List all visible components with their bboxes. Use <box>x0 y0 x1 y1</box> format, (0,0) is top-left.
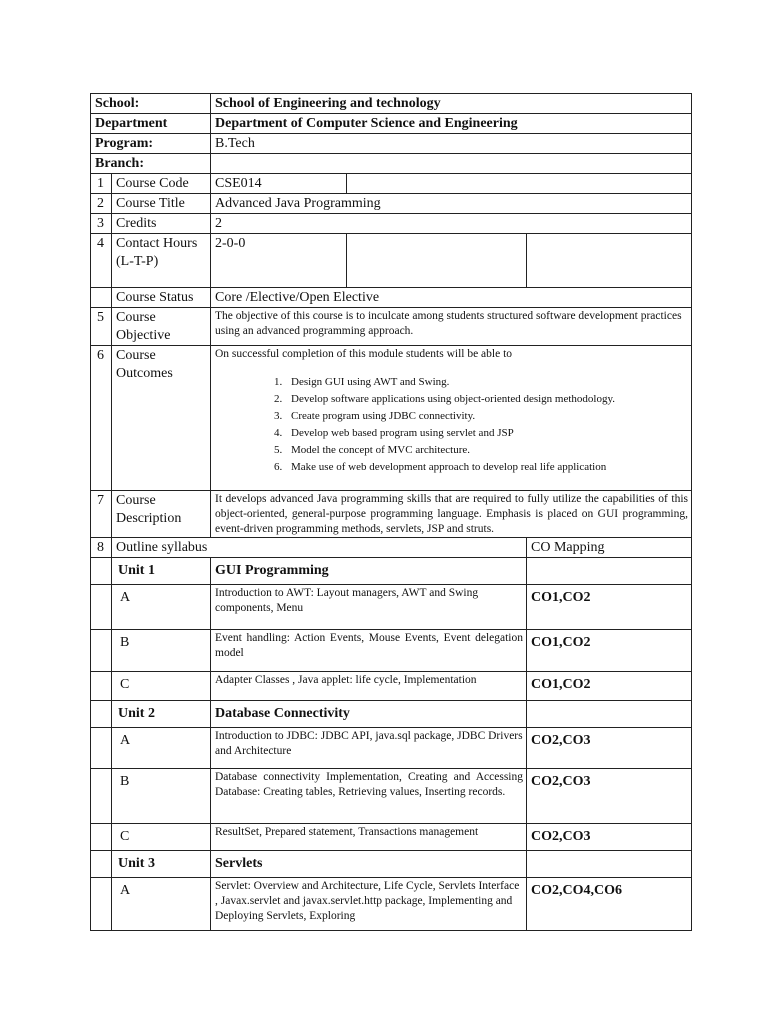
unit-label: Unit 1 <box>112 558 211 585</box>
course-status-label: Course Status <box>112 288 211 308</box>
course-description-label: Course Description <box>112 491 211 538</box>
course-title-row <box>91 194 692 214</box>
course-status-row <box>91 288 692 308</box>
course-status-value: Core /Elective/Open Elective <box>211 288 692 308</box>
outcome-item: 6. Make use of web development approach to develop real life application <box>285 459 688 476</box>
contact-hours-value: 2-0-0 <box>211 234 347 288</box>
spacer-cell <box>91 585 112 630</box>
topic-letter: A <box>112 585 211 630</box>
topic-letter: C <box>112 672 211 701</box>
credits-row <box>91 214 692 234</box>
co-blank <box>527 701 692 728</box>
unit-title: Database Connectivity <box>211 701 527 728</box>
course-code-blank <box>347 174 692 194</box>
topic-text: ResultSet, Prepared statement, Transactions management <box>211 824 527 851</box>
row-number: 4 <box>91 234 112 288</box>
unit-header-row <box>91 851 692 878</box>
department-label: Department <box>91 114 211 134</box>
school-value: School of Engineering and technology <box>211 94 692 114</box>
program-label: Program: <box>91 134 211 154</box>
topic-text: Servlet: Overview and Architecture, Life Cycle, Servlets Interface , Javax.servlet and javax.servlet.http package, Implementing and Deploying Servlets, Exploring <box>211 878 527 931</box>
co-blank <box>527 558 692 585</box>
spacer-cell <box>91 558 112 585</box>
spacer-cell <box>91 728 112 769</box>
department-row <box>91 114 692 134</box>
syllabus-table <box>90 93 692 931</box>
unit-header-row <box>91 701 692 728</box>
course-title-label: Course Title <box>112 194 211 214</box>
branch-value <box>211 154 692 174</box>
unit-label: Unit 3 <box>112 851 211 878</box>
co-blank <box>527 851 692 878</box>
department-value: Department of Computer Science and Engineering <box>211 114 692 134</box>
co-mapping: CO2,CO3 <box>527 769 692 824</box>
credits-value: 2 <box>211 214 692 234</box>
topic-text: Introduction to AWT: Layout managers, AWT and Swing components, Menu <box>211 585 527 630</box>
row-number: 8 <box>91 538 112 558</box>
course-code-label: Course Code <box>112 174 211 194</box>
co-mapping: CO1,CO2 <box>527 672 692 701</box>
outline-row <box>91 538 692 558</box>
topic-letter: A <box>112 878 211 931</box>
course-objective-row <box>91 308 692 346</box>
school-row <box>91 94 692 114</box>
outcome-item: 2. Develop software applications using object-oriented design methodology. <box>285 391 688 408</box>
topic-text: Introduction to JDBC: JDBC API, java.sql package, JDBC Drivers and Architecture <box>211 728 527 769</box>
row-number: 6 <box>91 346 112 491</box>
course-outcomes-list <box>215 374 688 476</box>
unit-title: Servlets <box>211 851 527 878</box>
topic-letter: B <box>112 769 211 824</box>
topic-text: Database connectivity Implementation, Creating and Accessing Database: Creating tables, Retrieving values, Inserting records. <box>211 769 527 824</box>
unit-title: GUI Programming <box>211 558 527 585</box>
spacer-cell <box>91 769 112 824</box>
course-title-value: Advanced Java Programming <box>211 194 692 214</box>
contact-hours-blank <box>527 234 692 288</box>
contact-hours-row <box>91 234 692 288</box>
course-outcomes-intro: On successful completion of this module students will be able to <box>215 348 513 360</box>
topic-text: Adapter Classes , Java applet: life cycle, Implementation <box>211 672 527 701</box>
spacer-cell <box>91 630 112 672</box>
spacer-cell <box>91 878 112 931</box>
row-number: 7 <box>91 491 112 538</box>
co-mapping: CO1,CO2 <box>527 585 692 630</box>
topic-text: Event handling: Action Events, Mouse Events, Event delegation model <box>211 630 527 672</box>
course-outcomes-row <box>91 346 692 491</box>
contact-hours-label: Contact Hours (L-T-P) <box>112 234 211 288</box>
outcome-item: 1. Design GUI using AWT and Swing. <box>285 374 688 391</box>
spacer-cell <box>91 672 112 701</box>
co-mapping: CO1,CO2 <box>527 630 692 672</box>
outcome-item: 3. Create program using JDBC connectivity. <box>285 408 688 425</box>
course-outcomes-cell <box>211 346 692 491</box>
topic-row <box>91 672 692 701</box>
co-mapping: CO2,CO3 <box>527 728 692 769</box>
spacer-cell <box>91 824 112 851</box>
row-number: 2 <box>91 194 112 214</box>
topic-row <box>91 769 692 824</box>
course-description-row <box>91 491 692 538</box>
program-row <box>91 134 692 154</box>
course-code-value: CSE014 <box>211 174 347 194</box>
co-mapping: CO2,CO3 <box>527 824 692 851</box>
course-objective-label: Course Objective <box>112 308 211 346</box>
topic-letter: A <box>112 728 211 769</box>
program-value: B.Tech <box>211 134 692 154</box>
outline-label: Outline syllabus <box>112 538 527 558</box>
outcome-item: 5. Model the concept of MVC architecture. <box>285 442 688 459</box>
row-number: 1 <box>91 174 112 194</box>
co-mapping: CO2,CO4,CO6 <box>527 878 692 931</box>
course-code-row <box>91 174 692 194</box>
course-description-value: It develops advanced Java programming skills that are required to fully utilize the capabilities of this object-oriented, general-purpose programming language. Emphasis is placed on GUI programming, event-driven programming methods, servlets, JSP and struts. <box>211 491 692 538</box>
row-number: 5 <box>91 308 112 346</box>
co-mapping-header: CO Mapping <box>527 538 692 558</box>
topic-row <box>91 824 692 851</box>
topic-letter: B <box>112 630 211 672</box>
branch-label: Branch: <box>91 154 211 174</box>
row-number: 3 <box>91 214 112 234</box>
topic-letter: C <box>112 824 211 851</box>
branch-row <box>91 154 692 174</box>
topic-row <box>91 728 692 769</box>
course-objective-value: The objective of this course is to inculcate among students structured software development practices using an advanced programming approach. <box>211 308 692 346</box>
spacer-cell <box>91 701 112 728</box>
unit-header-row <box>91 558 692 585</box>
contact-hours-blank <box>347 234 527 288</box>
row-number-blank <box>91 288 112 308</box>
spacer-cell <box>91 851 112 878</box>
topic-row <box>91 630 692 672</box>
course-outcomes-label: Course Outcomes <box>112 346 211 491</box>
school-label: School: <box>91 94 211 114</box>
outcome-item: 4. Develop web based program using servlet and JSP <box>285 425 688 442</box>
unit-label: Unit 2 <box>112 701 211 728</box>
topic-row <box>91 878 692 931</box>
credits-label: Credits <box>112 214 211 234</box>
topic-row <box>91 585 692 630</box>
